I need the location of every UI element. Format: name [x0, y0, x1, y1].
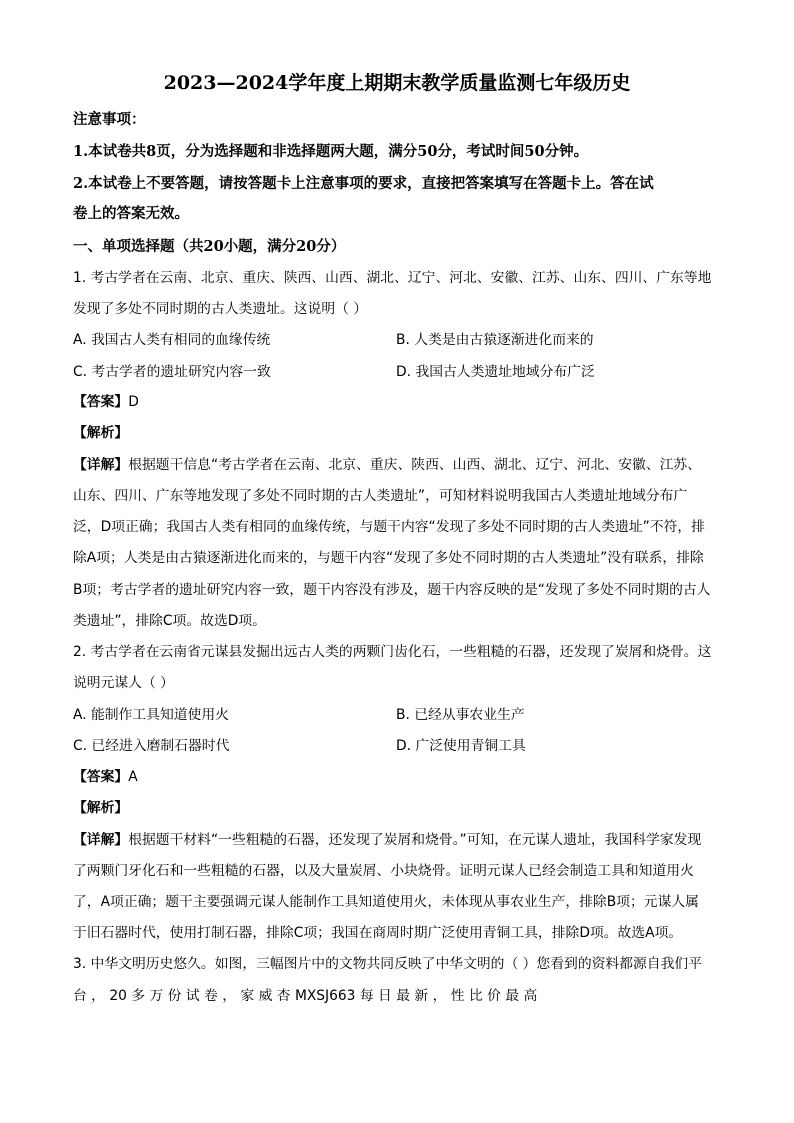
- q1-answer: [73, 390, 139, 411]
- notice-item-2-line-1: 2.本试卷上不要答题，请按答题卡上注意事项的要求，直接把答案填写在答题卡上。答在试: [73, 175, 654, 192]
- q3-stem-line-2: 台 ， 20 多 万 份 试 卷 ， 家 威 杏 MXSJ663 每 日 最 新 ， 性 比 价 最 高: [73, 988, 538, 1004]
- answer-tag: 【答案】: [73, 769, 129, 785]
- q1-detail-line-5: B项；考古学者的遗址研究内容一致，题干内容没有涉及，题干内容反映的是“发现了多处不同时期的古人: [73, 582, 711, 598]
- q2-analysis-tag: 【解析】: [73, 800, 129, 816]
- q1-detail-line-6: 类遗址”，排除C项。故选D项。: [73, 613, 266, 629]
- notice-item-2-line-2: 卷上的答案无效。: [73, 205, 189, 222]
- q1-stem-line-2: 发现了多处不同时期的古人类遗址。这说明（ ）: [73, 301, 368, 317]
- section-heading: 一、单项选择题（共20小题，满分20分）: [73, 238, 346, 255]
- q2-answer: [73, 765, 138, 786]
- q1-option-b: B. 人类是由古猿逐渐进化而来的: [396, 332, 594, 348]
- q1-option-c: C. 考古学者的遗址研究内容一致: [73, 364, 271, 380]
- q1-detail-line-2: 山东、四川、广东等地发现了多处不同时期的古人类遗址”，可知材料说明我国古人类遗址地域分布广: [73, 488, 688, 504]
- detail-text: 根据题干信息“考古学者在云南、北京、重庆、陕西、山西、湖北、辽宁、河北、安徽、江苏、: [128, 457, 702, 473]
- q1-option-a: A. 我国古人类有相同的血缘传统: [73, 332, 271, 348]
- q1-analysis-tag: 【解析】: [73, 425, 129, 441]
- q2-detail-line-2: 了两颗门牙化石和一些粗糙的石器，以及大量炭屑、小块烧骨。证明元谋人已经会制造工具和知道用火: [73, 863, 694, 879]
- detail-text: 根据题干材料“一些粗糙的石器，还发现了炭屑和烧骨。”可知，在元谋人遗址，我国科学家发现: [128, 832, 702, 848]
- q2-option-c: C. 已经进入磨制石器时代: [73, 738, 230, 754]
- q3-stem-line-1: 3. 中华文明历史悠久。如图，三幅图片中的文物共同反映了中华文明的（ ）您看到的资料都源自我们平: [73, 956, 702, 972]
- q2-detail-line-4: 于旧石器时代，使用打制石器，排除C项；我国在商周时期广泛使用青铜工具，排除D项。故选A项。: [73, 925, 683, 941]
- notice-heading: 注意事项：: [73, 111, 146, 128]
- q2-option-d: D. 广泛使用青铜工具: [396, 738, 526, 754]
- detail-tag: 【详解】: [73, 457, 129, 473]
- q2-detail-line-3: 了，A项正确；题干主要强调元谋人能制作工具知道使用火，未体现从事农业生产，排除B项；元谋人属: [73, 894, 699, 910]
- q1-detail-line-4: 除A项；人类是由古猿逐渐进化而来的，与题干内容“发现了多处不同时期的古人类遗址”没有联系，排除: [73, 550, 704, 566]
- page-title: 2023—2024学年度上期期末教学质量监测七年级历史: [163, 72, 631, 94]
- answer-value: D: [128, 394, 139, 410]
- q1-stem-line-1: 1. 考古学者在云南、北京、重庆、陕西、山西、湖北、辽宁、河北、安徽、江苏、山东、四川、广东等地: [73, 270, 712, 286]
- q2-stem-line-1: 2. 考古学者在云南省元谋县发掘出远古人类的两颗门齿化石，一些粗糙的石器，还发现了炭屑和烧骨。这: [73, 644, 712, 660]
- q1-option-d: D. 我国古人类遗址地域分布广泛: [396, 364, 595, 380]
- answer-value: A: [128, 769, 138, 785]
- q2-stem-line-2: 说明元谋人（ ）: [73, 675, 174, 691]
- q2-option-a: A. 能制作工具知道使用火: [73, 707, 229, 723]
- notice-item-1: 1.本试卷共8页，分为选择题和非选择题两大题，满分50分，考试时间50分钟。: [73, 143, 589, 160]
- q1-detail-line-1: [73, 453, 701, 474]
- q2-detail-line-1: [73, 828, 701, 849]
- q2-option-b: B. 已经从事农业生产: [396, 707, 525, 723]
- detail-tag: 【详解】: [73, 832, 129, 848]
- answer-tag: 【答案】: [73, 394, 129, 410]
- q1-detail-line-3: 泛，D项正确；我国古人类有相同的血缘传统，与题干内容“发现了多处不同时期的古人类遗址”不符，排: [73, 519, 705, 535]
